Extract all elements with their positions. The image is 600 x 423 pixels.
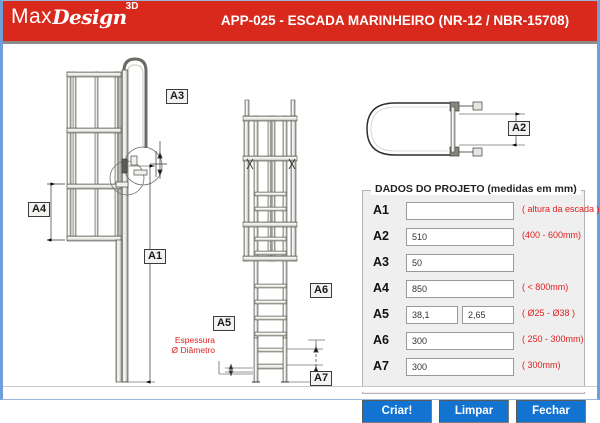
drawing-side-elevation bbox=[47, 59, 167, 382]
dimension-label-a3: A3 bbox=[166, 89, 188, 104]
logo-text-design: Design bbox=[52, 5, 127, 29]
field-label-a7: A7 bbox=[373, 359, 389, 373]
field-label-a6: A6 bbox=[373, 333, 389, 347]
note-thickness: Espessura bbox=[174, 335, 215, 345]
field-label-a3: A3 bbox=[373, 255, 389, 269]
input-a6[interactable] bbox=[406, 332, 514, 350]
dimension-label-a7: A7 bbox=[310, 371, 332, 386]
hint-a4: ( < 800mm) bbox=[522, 282, 569, 292]
create-button[interactable]: Criar! bbox=[362, 400, 432, 423]
input-a3[interactable] bbox=[406, 254, 514, 272]
field-label-a1: A1 bbox=[373, 203, 389, 217]
dimension-label-a4: A4 bbox=[28, 202, 50, 217]
maxdesign-logo bbox=[11, 0, 139, 39]
footer-divider bbox=[3, 386, 597, 392]
app-header bbox=[3, 1, 597, 44]
dimension-label-a1: A1 bbox=[144, 249, 166, 264]
project-data-legend: DADOS DO PROJETO (medidas em mm) bbox=[371, 183, 581, 195]
drawing-cage-plan-detail bbox=[367, 102, 525, 156]
logo-text-3d: 3D bbox=[125, 0, 139, 12]
field-row-a7 bbox=[362, 358, 585, 380]
hint-a7: ( 300mm) bbox=[522, 360, 561, 370]
hint-a1: ( altura da escada ) bbox=[522, 204, 600, 214]
field-row-a2 bbox=[362, 228, 585, 250]
field-row-a3 bbox=[362, 254, 585, 276]
field-row-a5 bbox=[362, 306, 585, 328]
field-label-a5: A5 bbox=[373, 307, 389, 321]
hint-a2: (400 - 600mm) bbox=[522, 230, 582, 240]
field-label-a2: A2 bbox=[373, 229, 389, 243]
input-a2[interactable] bbox=[406, 228, 514, 246]
drawing-front-elevation bbox=[219, 100, 325, 384]
input-a5-diameter[interactable] bbox=[406, 306, 458, 324]
page-title: APP-025 - ESCADA MARINHEIRO (NR-12 / NBR-15708) bbox=[220, 13, 570, 28]
dimension-label-a2: A2 bbox=[508, 121, 530, 136]
hint-a6: ( 250 - 300mm) bbox=[522, 334, 584, 344]
input-a4[interactable] bbox=[406, 280, 514, 298]
close-button[interactable]: Fechar bbox=[516, 400, 586, 423]
input-a1[interactable] bbox=[406, 202, 514, 220]
dimension-label-a6: A6 bbox=[310, 283, 332, 298]
field-row-a4 bbox=[362, 280, 585, 302]
input-a5-thickness[interactable] bbox=[462, 306, 514, 324]
field-label-a4: A4 bbox=[373, 281, 389, 295]
drawing-canvas bbox=[3, 44, 600, 417]
clear-button[interactable]: Limpar bbox=[439, 400, 509, 423]
dimension-label-a5: A5 bbox=[213, 316, 235, 331]
input-a7[interactable] bbox=[406, 358, 514, 376]
note-diameter: Ø Diâmetro bbox=[171, 345, 215, 355]
hint-a5: ( Ø25 - Ø38 ) bbox=[522, 308, 576, 318]
field-row-a1 bbox=[362, 202, 600, 224]
logo-text-max: Max bbox=[11, 5, 53, 28]
field-row-a6 bbox=[362, 332, 585, 354]
